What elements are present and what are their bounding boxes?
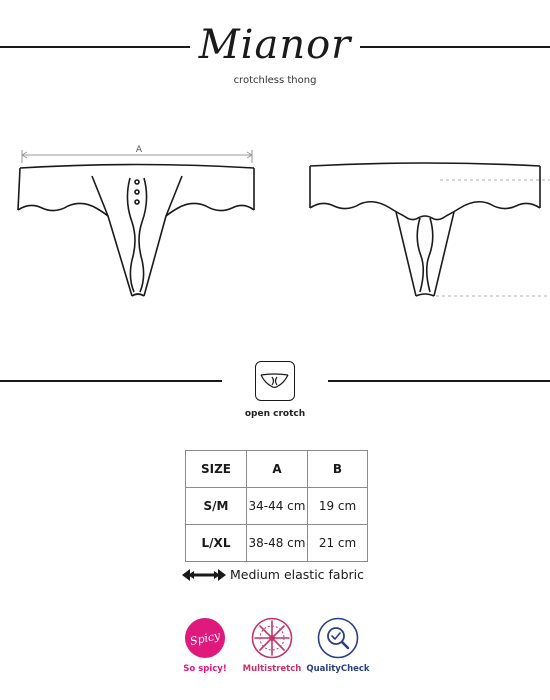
feature-rule-left — [0, 380, 222, 382]
multistretch-icon — [251, 617, 293, 659]
open-crotch-icon-box — [255, 361, 295, 401]
double-arrow-icon — [182, 568, 226, 582]
measure-b-cell: 19 cm — [308, 488, 368, 525]
quality-check-icon — [317, 617, 359, 659]
fabric-elasticity — [180, 566, 380, 584]
product-subtitle: crotchless thong — [233, 75, 317, 86]
fabric-text: Medium elastic fabric — [230, 567, 364, 582]
measure-a-label: A — [135, 145, 143, 155]
spicy-badge-text: Spicy — [188, 628, 222, 649]
back-view-drawing — [310, 163, 540, 296]
size-table — [185, 450, 368, 562]
front-view-drawing — [18, 150, 254, 296]
size-header-cell: B — [308, 451, 368, 488]
multistretch-label: Multistretch — [242, 664, 302, 674]
measure-b-cell: 21 cm — [308, 525, 368, 562]
measure-a-cell: 34-44 cm — [247, 488, 308, 525]
table-row — [186, 525, 368, 562]
table-row — [186, 488, 368, 525]
size-table-header — [186, 451, 368, 488]
spicy-badge-icon — [184, 617, 226, 659]
size-cell: L/XL — [186, 525, 247, 562]
quality-check-label: QualityCheck — [306, 664, 370, 674]
product-drawing — [0, 135, 550, 310]
feature-rule-right — [328, 380, 550, 382]
open-crotch-icon — [256, 362, 293, 399]
size-header-cell: SIZE — [186, 451, 247, 488]
size-header-cell: A — [247, 451, 308, 488]
measure-a-cell: 38-48 cm — [247, 525, 308, 562]
feature-label: open crotch — [244, 409, 306, 419]
spicy-badge-label: So spicy! — [183, 664, 227, 674]
size-cell: S/M — [186, 488, 247, 525]
brand-logo: Mianor — [198, 22, 352, 68]
